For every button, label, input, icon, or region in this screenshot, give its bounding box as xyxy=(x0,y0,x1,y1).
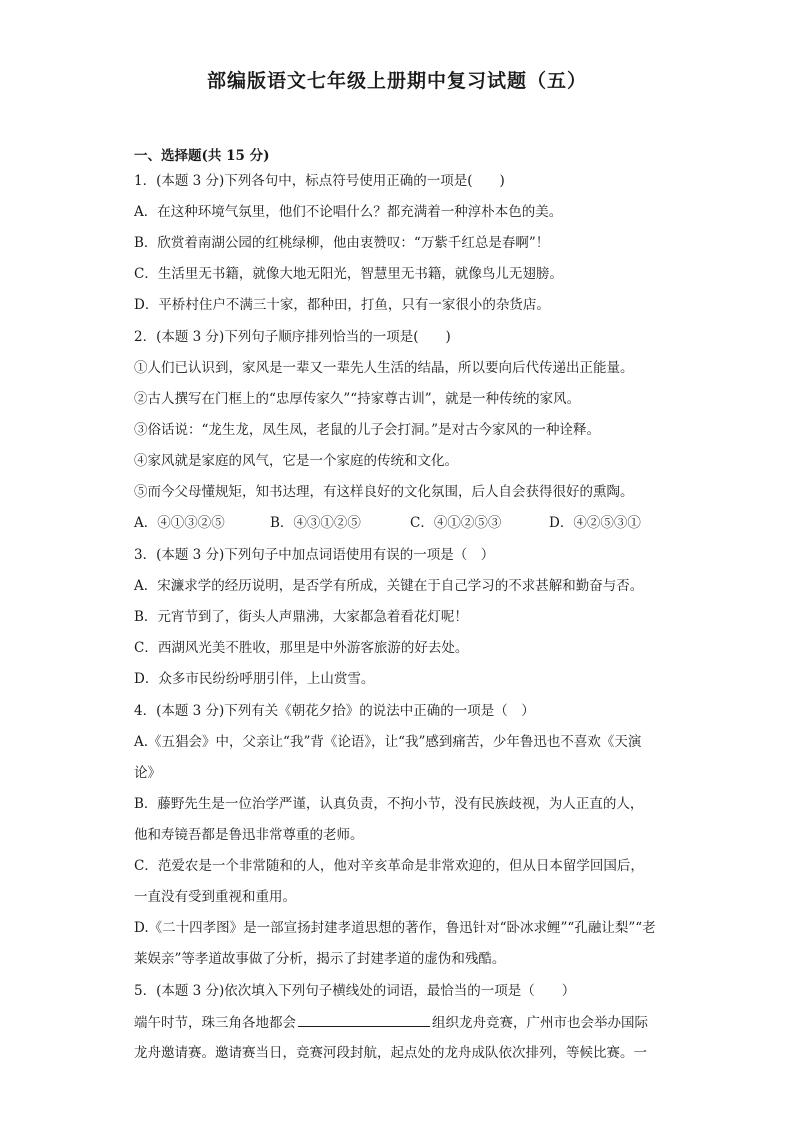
question-2-sentence-4: ④家风就是家庭的风气，它是一个家庭的传统和文化。 xyxy=(134,453,458,469)
question-3-option-a: A．宋濂求学的经历说明，是否学有所成，关键在于自己学习的不求甚解和勤奋与否。 xyxy=(134,578,644,594)
question-2-sentence-5: ⑤而今父母懂规矩，知书达理，有这样良好的文化氛围，后人自会获得很好的熏陶。 xyxy=(134,484,634,500)
question-2-sentence-2: ②古人撰写在门框上的“忠厚传家久”“持家尊古训”，就是一种传统的家风。 xyxy=(134,391,581,407)
question-1-option-c: C．生活里无书籍，就像大地无阳光，智慧里无书籍，就像鸟儿无翅膀。 xyxy=(134,266,563,282)
question-3-option-c: C．西湖风光美不胜收，那里是中外游客旅游的好去处。 xyxy=(134,640,469,656)
question-3-option-b: B．元宵节到了，街头人声鼎沸，大家都急着看花灯呢！ xyxy=(134,609,468,625)
passage-text-before-blank: 端午时节，珠三角各地都会 xyxy=(134,1015,296,1031)
question-2-stem: 2．(本题 3 分)下列句子顺序排列恰当的一项是( ) xyxy=(134,329,451,345)
page-title: 部编版语文七年级上册期中复习试题（五） xyxy=(206,70,587,92)
question-4-option-a-line-2: 论》 xyxy=(134,765,161,781)
question-5-passage-line-1 xyxy=(134,1012,664,1033)
question-2-option-b: B．④③①②⑤ xyxy=(270,515,361,531)
question-2-option-d: D．④②⑤③① xyxy=(549,515,641,531)
question-5-passage-line-2: 龙舟邀请赛。邀请赛当日，竞赛河段封航，起点处的龙舟成队依次排列，等候比赛。一 xyxy=(134,1045,647,1061)
question-1-stem: 1．(本题 3 分)下列各句中，标点符号使用正确的一项是( ) xyxy=(134,173,505,189)
question-4-stem: 4．(本题 3 分)下列有关《朝花夕拾》的说法中正确的一项是（ ） xyxy=(134,703,535,719)
question-1-option-a: A．在这种环境气氛里，他们不论唱什么？都充满着一种淳朴本色的美。 xyxy=(134,204,563,220)
question-2-option-a: A．④①③②⑤ xyxy=(134,515,225,531)
question-5-stem: 5．(本题 3 分)依次填入下列句子横线处的词语，最恰当的一项是（ ） xyxy=(134,983,576,999)
question-2-sentence-3: ③俗话说：“龙生龙，凤生凤，老鼠的儿子会打洞。”是对古今家风的一种诠释。 xyxy=(134,422,601,438)
question-2-sentence-1: ①人们已认识到，家风是一辈又一辈先人生活的结晶，所以要向后代传递出正能量。 xyxy=(134,360,634,376)
answer-blank[interactable] xyxy=(298,1012,430,1027)
question-1-option-b: B．欣赏着南湖公园的红桃绿柳，他由衷赞叹：“万紫千红总是春啊”！ xyxy=(134,235,550,251)
passage-text-after-blank: 组织龙舟竞赛，广州市也会举办国际 xyxy=(432,1015,648,1031)
question-2-option-c: C．④①②⑤③ xyxy=(410,515,502,531)
question-1-option-d: D．平桥村住户不满三十家，都种田，打鱼，只有一家很小的杂货店。 xyxy=(134,297,550,313)
question-4-option-c-line-2: 一直没有受到重视和重用。 xyxy=(134,889,296,905)
question-4-option-a-line-1: A.《五猖会》中，父亲让“我”背《论语》，让“我”感到痛苦，少年鲁迅也不喜欢《天演 xyxy=(134,734,642,750)
question-3-option-d: D．众多市民纷纷呼朋引伴，上山赏雪。 xyxy=(134,671,375,687)
question-4-option-b-line-2: 他和寿镜吾都是鲁迅非常尊重的老师。 xyxy=(134,827,364,843)
question-4-option-b-line-1: B．藤野先生是一位治学严谨，认真负责，不拘小节，没有民族歧视，为人正直的人， xyxy=(134,796,644,812)
question-4-option-c-line-1: C．范爱农是一个非常随和的人，他对辛亥革命是非常欢迎的，但从日本留学回国后， xyxy=(134,858,644,874)
section-heading: 一、选择题(共 15 分) xyxy=(134,148,270,164)
question-4-option-d-line-1: D.《二十四孝图》是一部宣扬封建孝道思想的著作，鲁迅针对“卧冰求鲤”“孔融让梨”“老 xyxy=(134,920,656,936)
question-4-option-d-line-2: 莱娱亲”等孝道故事做了分析，揭示了封建孝道的虚伪和残酷。 xyxy=(134,951,506,967)
question-3-stem: 3．(本题 3 分)下列句子中加点词语使用有误的一项是（ ） xyxy=(134,547,495,563)
